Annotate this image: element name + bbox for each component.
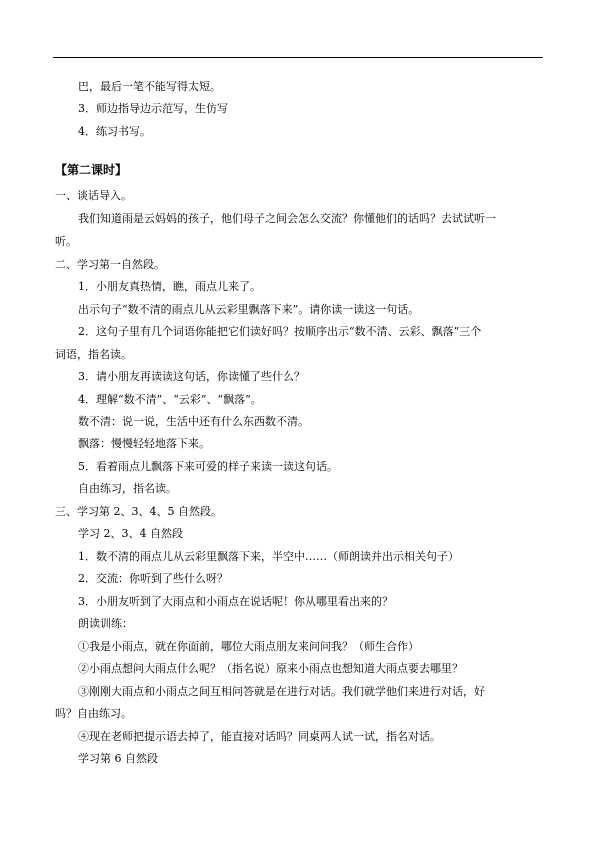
text-line: 学习 2、3、4 自然段 [78,527,183,540]
text-line: 2．这句子里有几个词语你能把它们读好吗？按顺序出示“数不清、云彩、飘落”三个 [78,325,482,338]
text-line: 朗读训练： [78,617,133,630]
section-title: 【第二课时】 [55,163,128,177]
text-line: 出示句子“数不清的雨点儿从云彩里飘落下来”。请你读一读这一句话。 [78,303,420,316]
text-line: 巴，最后一笔不能写得太短。 [78,80,221,93]
text-line: 3．请小朋友再读读这句话，你读懂了些什么？ [78,370,305,383]
text-line: 我们知道雨是云妈妈的孩子，他们母子之间会怎么交流？你懂他们的话吗？去试试听一 [78,212,496,225]
text-line: 自由练习，指名读。 [78,482,177,495]
text-line: 数不清：说一说，生活中还有什么东西数不清。 [78,415,309,428]
text-line: 一、谈话导入。 [55,189,132,202]
header-rule [53,57,543,58]
text-line: 飘落：慢慢轻轻地落下来。 [78,437,210,450]
text-line: ②小雨点想问大雨点什么呢？（指名说）原来小雨点也想知道大雨点要去哪里？ [78,662,463,675]
text-line: ①我是小雨点，就在你面前，哪位大雨点朋友来问问我？（师生合作） [78,640,419,653]
text-line: 吗？自由练习。 [55,707,132,720]
text-line: 听。 [55,235,77,248]
text-line: 5．看着雨点儿飘落下来可爱的样子来读一读这句话。 [78,460,338,473]
text-line: ④现在老师把提示语去掉了，能直接对话吗？同桌两人试一试，指名对话。 [78,730,441,743]
text-line: 1．小朋友真热情，瞧，雨点儿来了。 [78,280,261,293]
text-line: 3．师边指导边示范写，生仿写 [78,102,228,115]
text-line: ③刚刚大雨点和小雨点之间互相问答就是在进行对话。我们就学他们来进行对话，好 [78,685,485,698]
text-line: 4．理解“数不清”、“云彩”、“飘落”。 [78,393,262,406]
text-line: 1．数不清的雨点儿从云彩里飘落下来，半空中……（师朗读并出示相关句子） [78,550,459,563]
text-line: 二、学习第一自然段。 [55,258,165,271]
text-line: 词语，指名读。 [55,348,132,361]
text-line: 2．交流：你听到了些什么呀？ [78,572,228,585]
text-line: 三、学习第 2、3、4、5 自然段。 [55,505,222,518]
text-line: 3．小朋友听到了大雨点和小雨点在说话呢！你从哪里看出来的？ [78,595,393,608]
text-line: 学习第 6 自然段 [78,752,158,765]
text-line: 4．练习书写。 [78,125,151,138]
